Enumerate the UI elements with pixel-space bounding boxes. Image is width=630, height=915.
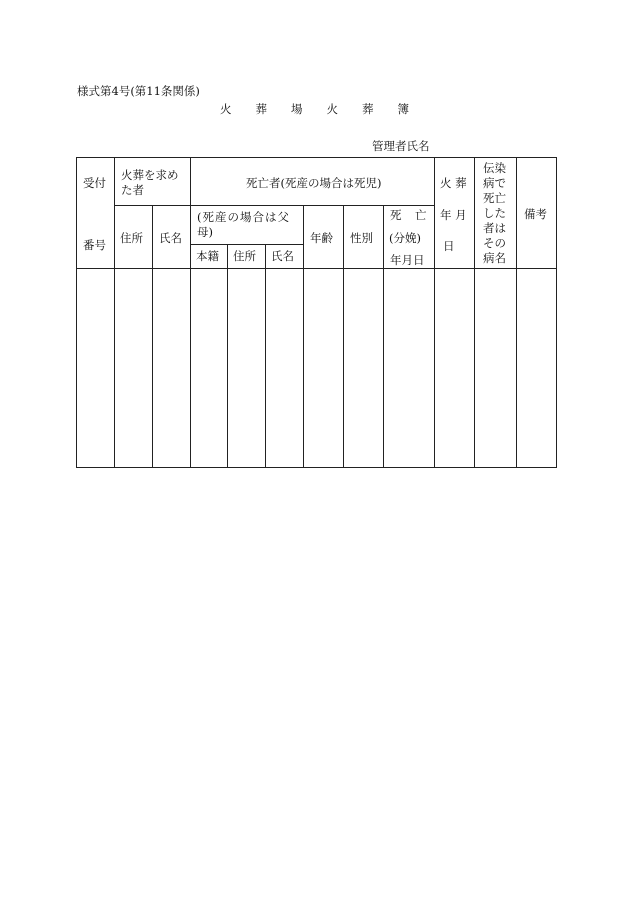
cremation-date-header: 年 月 [440,208,467,222]
infectious-disease-header: その [483,236,506,250]
table-header-bottom [76,268,557,269]
table-line [190,244,303,245]
title-char: 火 [220,102,232,116]
death-date-header: (分娩) [389,231,421,245]
cremation-date-header: 火 葬 [440,176,467,190]
parent-note: 母) [197,225,213,239]
table-line [434,157,435,468]
age-header: 年齢 [310,231,333,245]
sex-header: 性別 [350,231,373,245]
title-char: 葬 [362,102,374,116]
parent-note: (死産の場合は父 [197,210,290,224]
remarks-header: 備考 [524,207,547,221]
table-border-right [556,157,557,468]
table-line [516,157,517,468]
table-line [190,205,434,206]
table-border-left [76,157,77,468]
requester-address-header: 住所 [120,231,143,245]
cremation-date-header: 日 [443,239,455,253]
title-char: 葬 [255,102,267,116]
receipt-label: 受付 [83,176,106,190]
requester-header: た者 [121,183,144,197]
honseki-header: 本籍 [196,249,219,263]
deceased-header: 死亡者(死産の場合は死児) [246,176,382,190]
table-line [383,205,384,468]
form-number: 様式第4号(第11条関係) [77,84,200,98]
table-line [265,244,266,468]
table-line [303,205,304,468]
receipt-number-label: 番号 [83,238,106,252]
document-title [220,104,433,116]
infectious-disease-header: 病名 [483,251,506,265]
table-border-bottom [76,467,557,468]
table-line [190,157,191,468]
infectious-disease-header: 病で [483,176,506,190]
table-line [474,157,475,468]
requester-header: 火葬を求め [121,168,179,182]
table-line [227,244,228,468]
manager-name-label: 管理者氏名 [372,139,430,153]
infectious-disease-header: 伝染 [483,161,506,175]
death-date-header: 年月日 [390,253,425,267]
table-line [152,205,153,468]
deceased-name-header: 氏名 [271,249,294,263]
title-char: 場 [291,102,303,116]
title-char: 火 [326,102,338,116]
death-date-header: 死 亡 [390,208,428,222]
deceased-address-header: 住所 [233,249,256,263]
requester-name-header: 氏名 [159,231,182,245]
infectious-disease-header: 死亡 [483,191,506,205]
table-line [343,205,344,468]
infectious-disease-header: 者は [483,221,506,235]
table-line [114,157,115,468]
table-border-top [76,157,557,158]
infectious-disease-header: した [483,206,506,220]
title-char: 簿 [397,102,409,116]
